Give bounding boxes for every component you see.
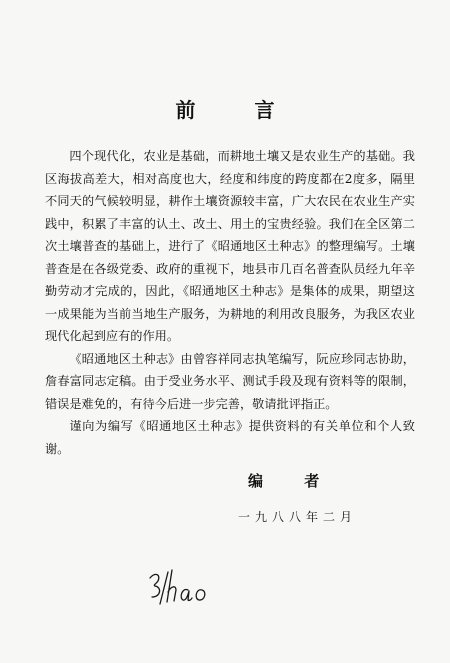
signoff-date: 一九八八年二月 bbox=[238, 510, 358, 524]
editor-signoff: 编 者 bbox=[248, 472, 338, 490]
handwritten-signature bbox=[146, 562, 226, 612]
paragraph-1: 四个现代化，农业是基础，而耕地土壤又是农业生产的基础。我区海拔高差大，相对高度也大，经度和纬度的跨度都在2度多，隔里不同天的气候较明显，耕作土壤资源较丰富，广大农民在农业生产实践中，积累了丰富的认土、改土、用土的宝贵经验。我们在全区第二次土壤普查的基础上，进行了《昭通地区土种志》的整理编写。土壤普查是在各级党委、政府的重视下，地县市几百名普查队员经九年辛勤劳动才完成的，因此，《昭通地区土种志》是集体的成果，期望这一成果能为当前当地生产服务，为耕地的利用改良服务，为我区农业现代化起到应有的作用。 bbox=[45, 149, 415, 343]
page-title: 前 言 bbox=[175, 98, 301, 122]
paragraph-3: 谨向为编写《昭通地区土种志》提供资料的有关单位和个人致谢。 bbox=[45, 419, 415, 456]
preface-body bbox=[45, 145, 415, 460]
paragraph-2: 《昭通地区土种志》由曾容祥同志执笔编写，阮应珍同志协助，詹春富同志定稿。由于受业务水平、测试手段及现有资料等的限制，错误是难免的，有待今后进一步完善，敬请批评指正。 bbox=[45, 351, 415, 411]
